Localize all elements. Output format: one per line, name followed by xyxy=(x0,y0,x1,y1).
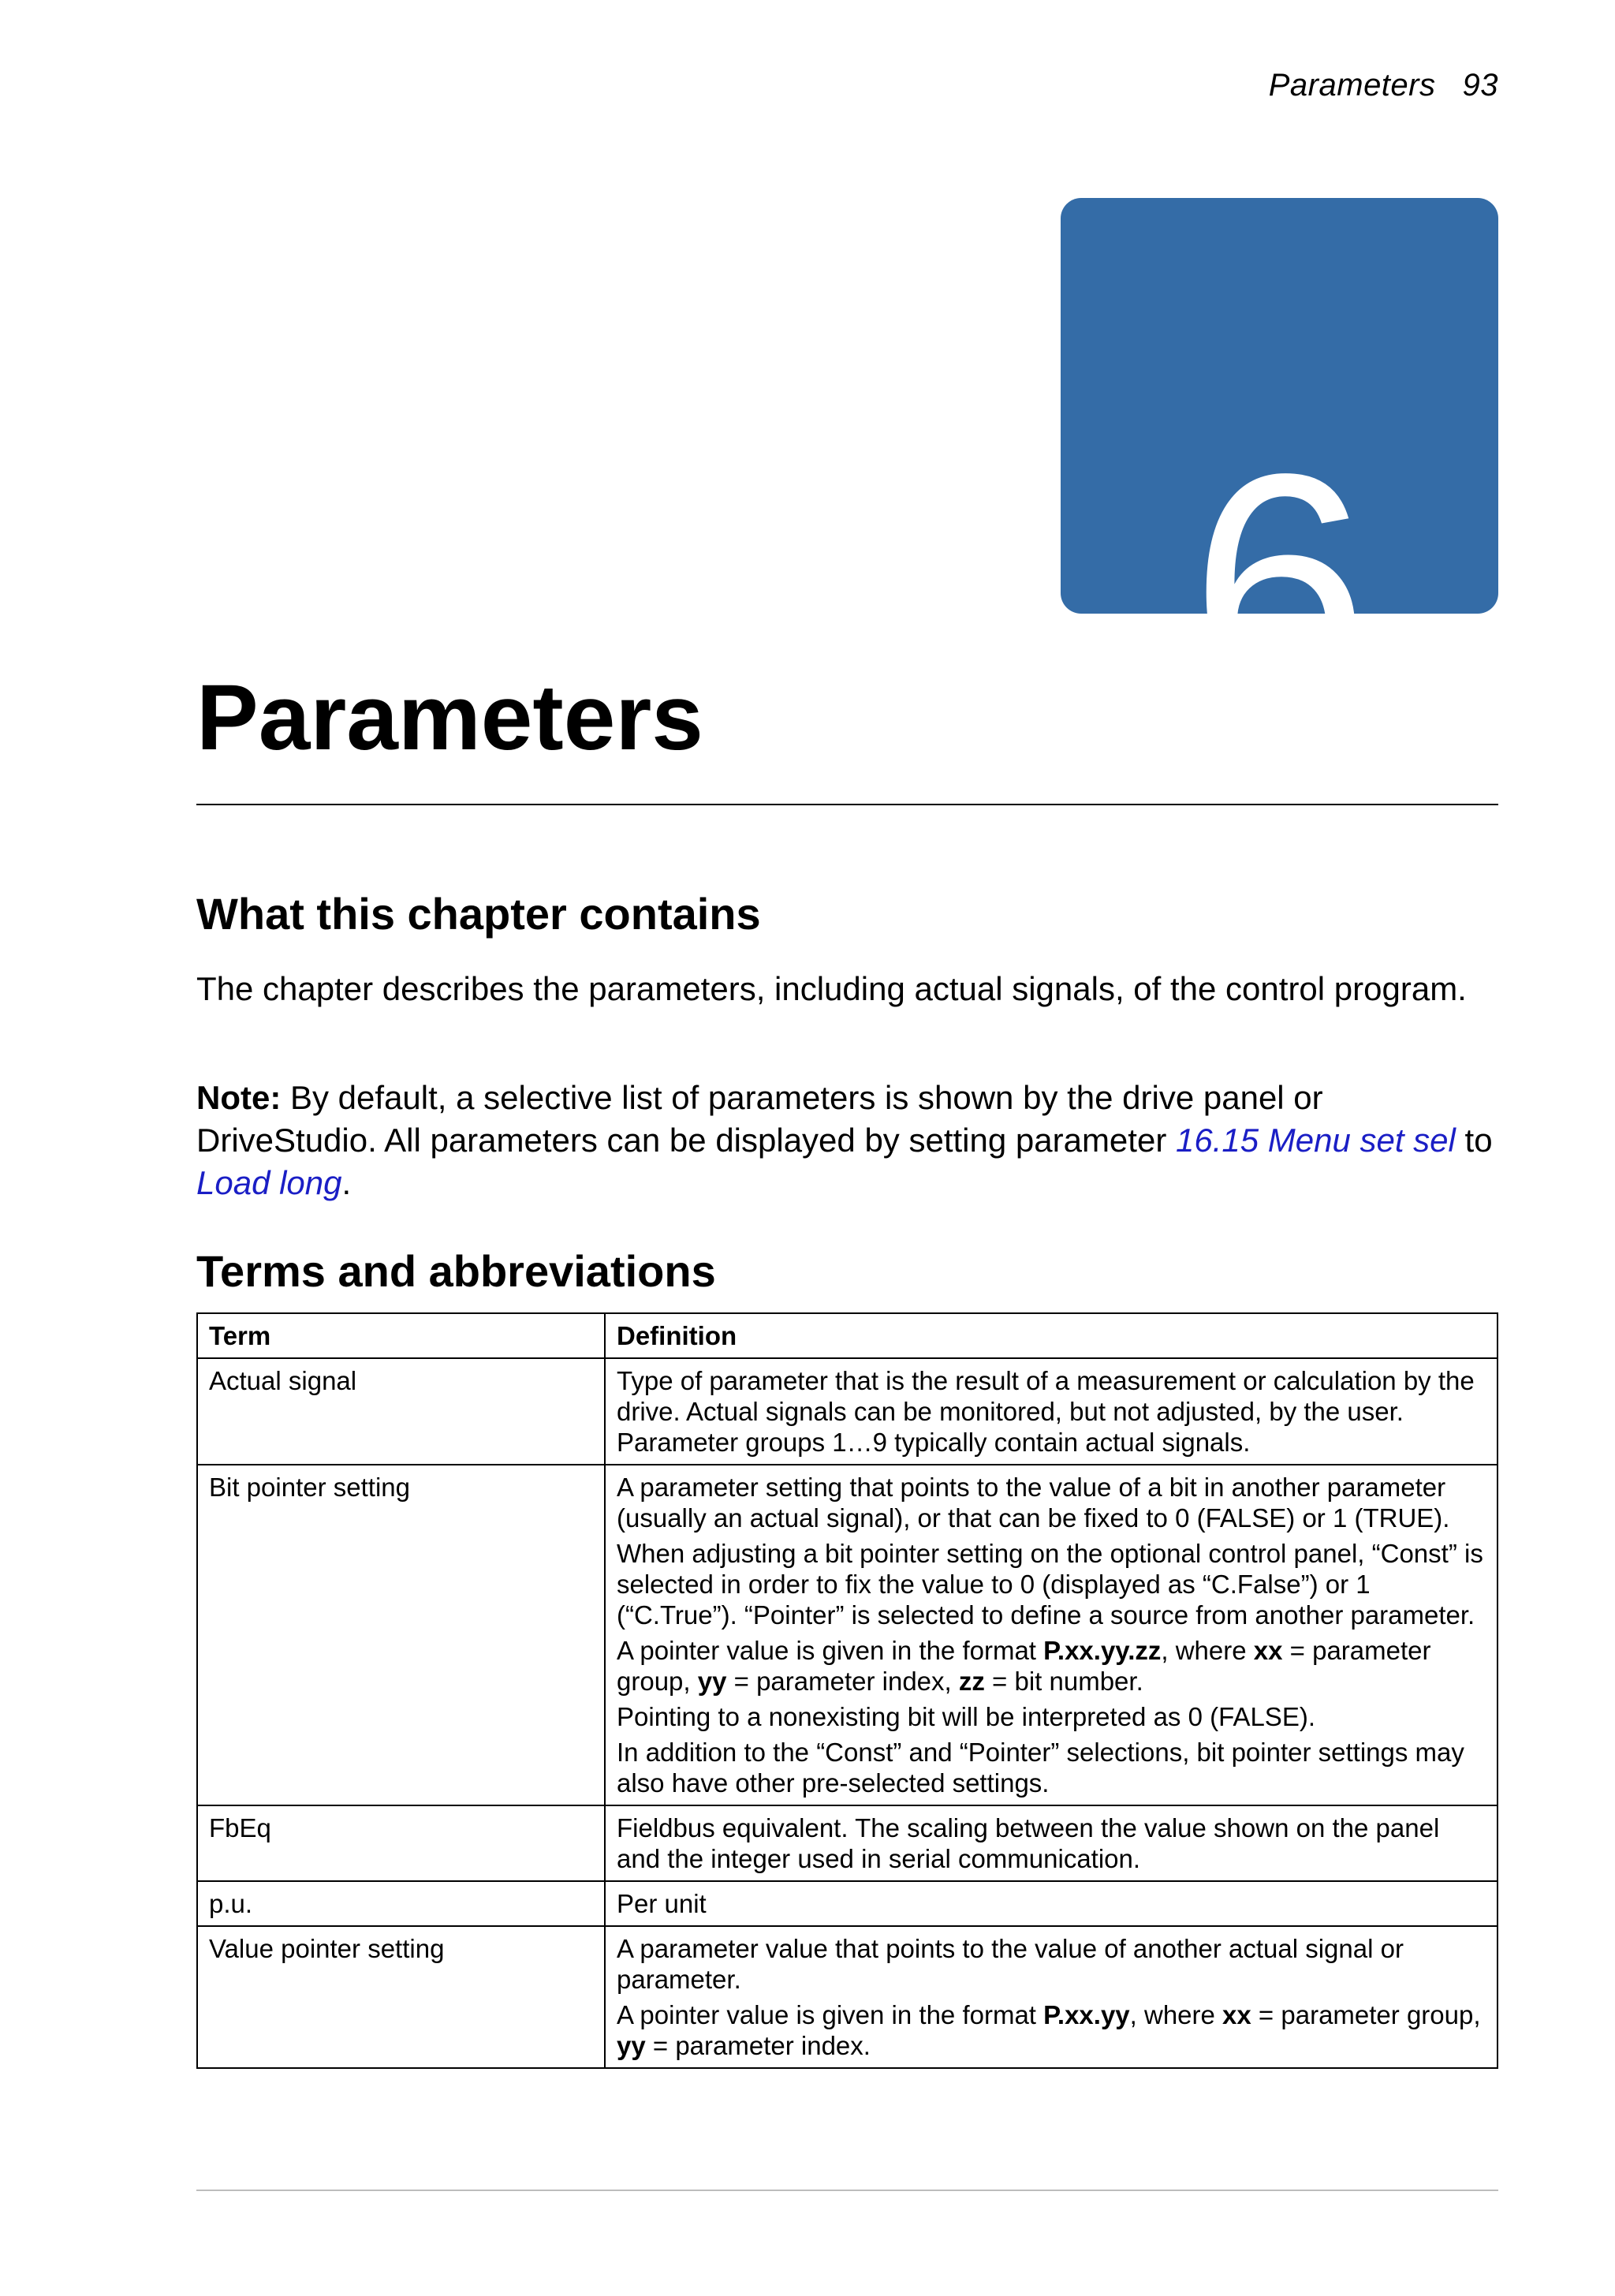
header-term: Term xyxy=(197,1313,605,1358)
definition-paragraph xyxy=(617,1933,1486,1995)
definition-cell xyxy=(605,1926,1498,2068)
definition-run: A pointer value is given in the format xyxy=(617,1636,1044,1665)
term-cell: Value pointer setting xyxy=(197,1926,605,2068)
definition-run: When adjusting a bit pointer setting on the optional control panel, “Const” is selected in order to fix the value to 0 (displayed as “C.False”) or 1 (“C.True”). “Pointer” is selected to define a source from another parameter. xyxy=(617,1539,1483,1630)
definition-run: A pointer value is given in the format xyxy=(617,2000,1044,2029)
definition-paragraph xyxy=(617,1813,1486,1874)
chapter-number: 6 xyxy=(1190,408,1369,767)
running-head-section: Parameters xyxy=(1268,68,1436,103)
definition-bold-run: zz xyxy=(958,1667,985,1696)
definition-paragraph xyxy=(617,1365,1486,1458)
footer-rule xyxy=(196,2190,1498,2191)
term-cell: Actual signal xyxy=(197,1358,605,1465)
terms-table-body xyxy=(197,1358,1498,2068)
definition-run: Per unit xyxy=(617,1889,707,1918)
section-heading-terms: Terms and abbreviations xyxy=(196,1246,716,1296)
table-row xyxy=(197,1926,1498,2068)
definition-paragraph xyxy=(617,1888,1486,1919)
section-heading-contents: What this chapter contains xyxy=(196,889,761,939)
page-number: 93 xyxy=(1462,68,1498,103)
definition-bold-run: yy xyxy=(697,1667,727,1696)
table-row xyxy=(197,1465,1498,1805)
definition-cell xyxy=(605,1881,1498,1926)
menu-set-sel-link[interactable]: 16.15 Menu set sel xyxy=(1175,1122,1456,1159)
chapter-number-box xyxy=(1061,198,1498,767)
definition-bold-run: yy xyxy=(617,2031,646,2060)
term-cell: Bit pointer setting xyxy=(197,1465,605,1805)
definition-run: = parameter index. xyxy=(645,2031,871,2060)
definition-cell xyxy=(605,1358,1498,1465)
definition-paragraph xyxy=(617,1635,1486,1697)
terms-table xyxy=(196,1312,1498,2069)
definition-run: Fieldbus equivalent. The scaling between the value shown on the panel and the integer used in serial communication. xyxy=(617,1813,1440,1873)
definition-bold-run: P.xx.yy xyxy=(1043,2000,1130,2029)
definition-cell xyxy=(605,1465,1498,1805)
load-long-link[interactable]: Load long xyxy=(196,1164,342,1201)
definition-run: = parameter group, xyxy=(617,1636,1431,1696)
definition-run: Type of parameter that is the result of a measurement or calculation by the drive. Actual signals can be monitored, but not adjusted, by the user. Parameter groups 1…9 typically contain actual signals. xyxy=(617,1366,1475,1457)
definition-run: A parameter setting that points to the value of a bit in another parameter (usually an actual signal), or that can be fixed to 0 (FALSE) or 1 (TRUE). xyxy=(617,1473,1450,1533)
definition-run: A parameter value that points to the value of another actual signal or parameter. xyxy=(617,1934,1404,1994)
definition-bold-run: xx xyxy=(1253,1636,1283,1665)
definition-cell xyxy=(605,1805,1498,1881)
note-label: Note: xyxy=(196,1079,282,1116)
definition-run: , where xyxy=(1161,1636,1254,1665)
definition-run: Pointing to a nonexisting bit will be interpreted as 0 (FALSE). xyxy=(617,1702,1315,1731)
definition-paragraph xyxy=(617,1472,1486,1533)
title-rule xyxy=(196,804,1498,805)
definition-run: = parameter group, xyxy=(1251,2000,1481,2029)
table-row xyxy=(197,1805,1498,1881)
definition-run: = bit number. xyxy=(984,1667,1143,1696)
definition-bold-run: xx xyxy=(1222,2000,1251,2029)
running-head xyxy=(1269,68,1498,103)
definition-run: In addition to the “Const” and “Pointer” selections, bit pointer settings may also have other pre-selected settings. xyxy=(617,1738,1464,1798)
header-definition: Definition xyxy=(605,1313,1498,1358)
note-text-before: By default, a selective list of parameters is shown by the drive panel or DriveStudio. All parameters can be displayed by setting parameter xyxy=(196,1079,1323,1159)
table-row xyxy=(197,1358,1498,1465)
definition-bold-run: P.xx.yy.zz xyxy=(1043,1636,1162,1665)
chapter-title: Parameters xyxy=(196,666,703,770)
note-text-mid: to xyxy=(1455,1122,1493,1159)
intro-paragraph: The chapter describes the parameters, including actual signals, of the control program. xyxy=(196,970,1467,1007)
note-text-end: . xyxy=(341,1164,352,1201)
definition-paragraph xyxy=(617,1999,1486,2061)
note-paragraph xyxy=(196,1077,1498,1204)
table-row xyxy=(197,1881,1498,1926)
table-header-row xyxy=(197,1313,1498,1358)
definition-paragraph xyxy=(617,1737,1486,1798)
definition-paragraph xyxy=(617,1538,1486,1630)
term-cell: p.u. xyxy=(197,1881,605,1926)
definition-run: , where xyxy=(1129,2000,1223,2029)
term-cell: FbEq xyxy=(197,1805,605,1881)
definition-paragraph xyxy=(617,1701,1486,1732)
definition-run: = parameter index, xyxy=(726,1667,959,1696)
